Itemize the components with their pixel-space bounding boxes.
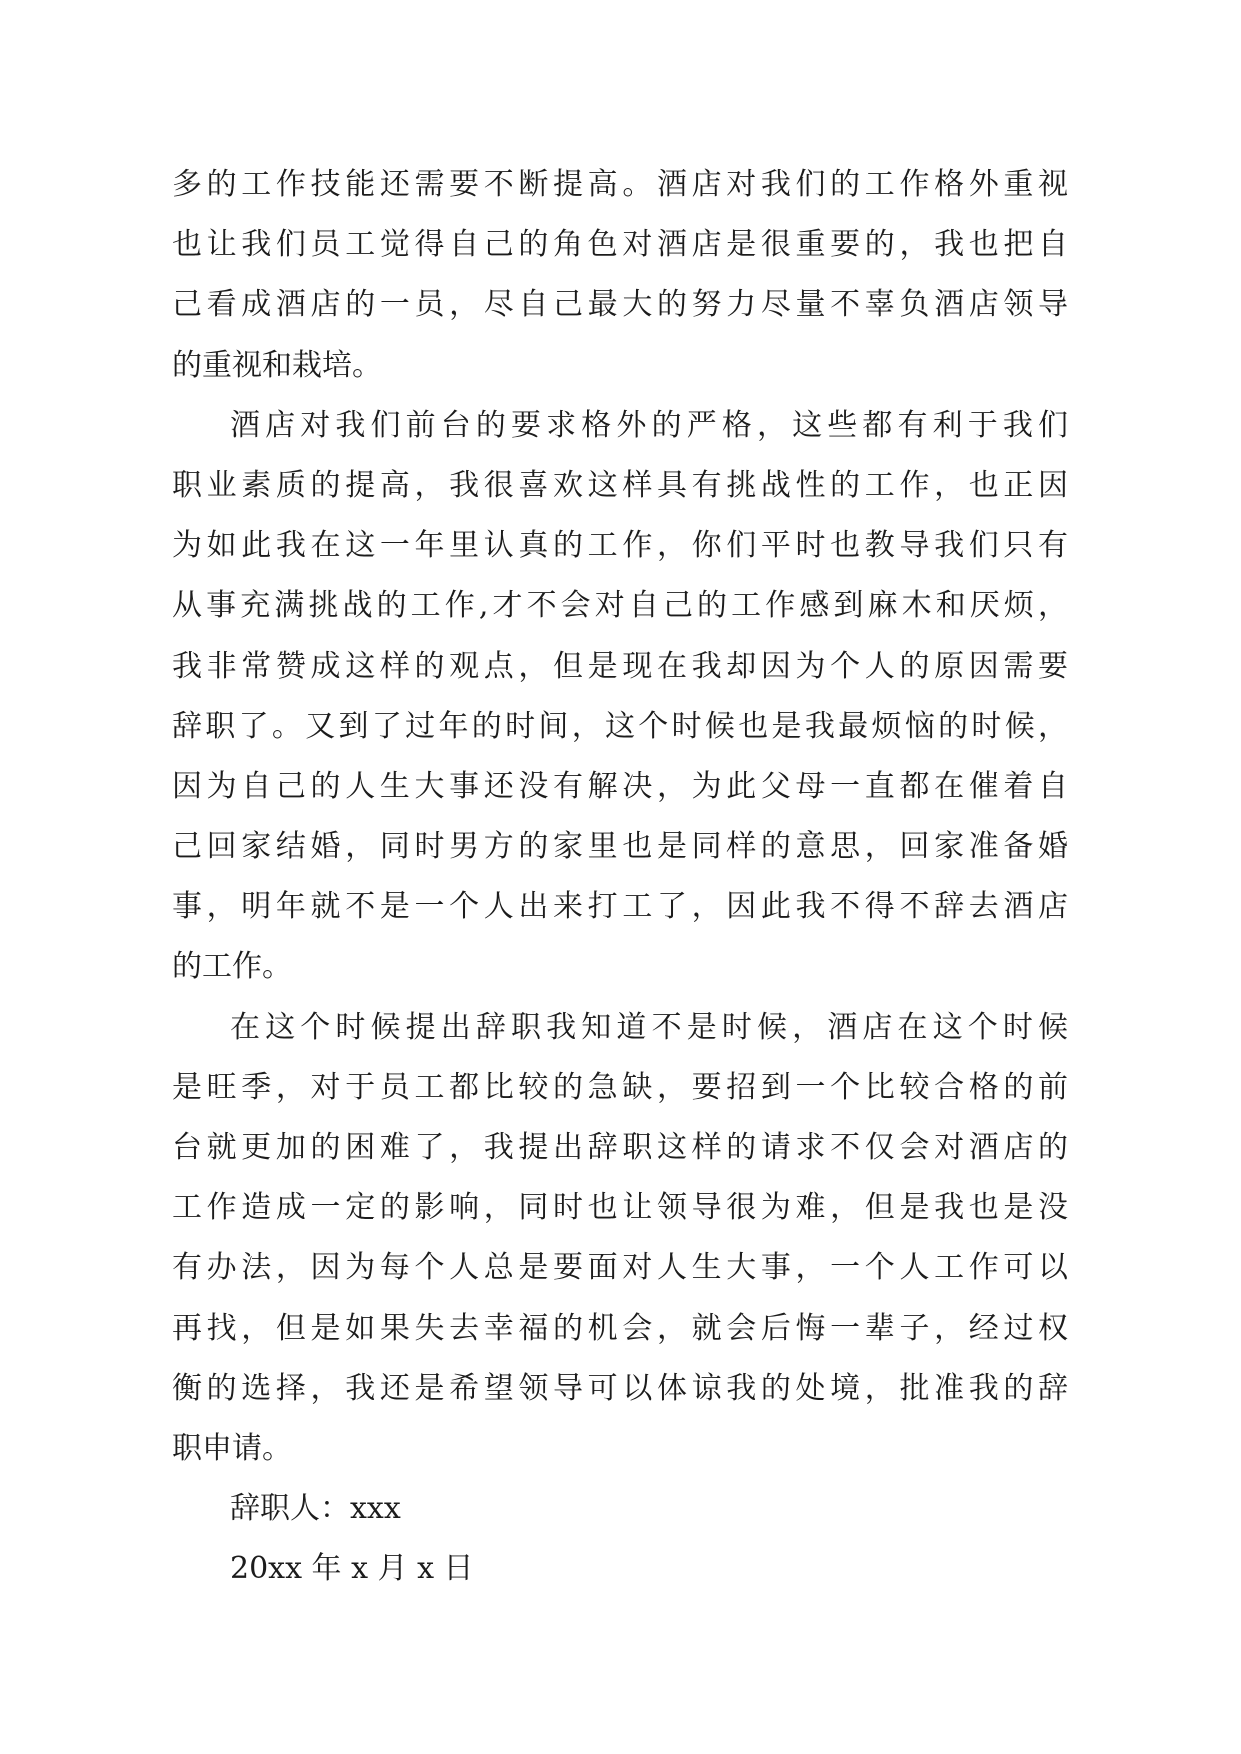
text-line: 己看成酒店的一员，尽自己最大的努力尽量不辜负酒店领导 <box>172 287 1068 323</box>
resigner-name: 辞职人：xxx <box>230 1491 401 1527</box>
text-line: 因为自己的人生大事还没有解决，为此父母一直都在催着自 <box>172 768 1068 804</box>
text-line: 为如此我在这一年里认真的工作，你们平时也教导我们只有 <box>172 528 1068 564</box>
text-line: 有办法，因为每个人总是要面对人生大事，一个人工作可以 <box>172 1250 1068 1286</box>
text-line: 也让我们员工觉得自己的角色对酒店是很重要的，我也把自 <box>172 227 1068 263</box>
text-line: 职业素质的提高，我很喜欢这样具有挑战性的工作，也正因 <box>172 467 1068 503</box>
text-line: 工作造成一定的影响，同时也让领导很为难，但是我也是没 <box>172 1190 1068 1226</box>
text-line: 的重视和栽培。 <box>172 347 382 383</box>
paragraph <box>172 155 1068 396</box>
paragraph <box>172 396 1068 998</box>
text-line: 再找，但是如果失去幸福的机会，就会后悔一辈子，经过权 <box>172 1310 1068 1346</box>
letter-body <box>172 155 1068 1600</box>
text-line: 从事充满挑战的工作,才不会对自己的工作感到麻木和厌烦， <box>172 588 1068 624</box>
text-line: 在这个时候提出辞职我知道不是时候，酒店在这个时候 <box>230 1009 1068 1045</box>
paragraph <box>172 998 1068 1480</box>
text-line: 多的工作技能还需要不断提高。酒店对我们的工作格外重视 <box>172 167 1068 202</box>
text-line: 是旺季，对于员工都比较的急缺，要招到一个比较合格的前 <box>172 1069 1068 1105</box>
text-line: 职申请。 <box>172 1430 292 1466</box>
text-line: 我非常赞成这样的观点，但是现在我却因为个人的原因需要 <box>172 648 1068 684</box>
text-line: 酒店对我们前台的要求格外的严格，这些都有利于我们 <box>230 407 1068 443</box>
text-line: 辞职了。又到了过年的时间，这个时候也是我最烦恼的时候， <box>172 708 1068 744</box>
text-line: 事，明年就不是一个人出来打工了，因此我不得不辞去酒店 <box>172 889 1068 925</box>
signature-block <box>172 1479 1068 1599</box>
text-line: 的工作。 <box>172 949 292 985</box>
text-line: 衡的选择，我还是希望领导可以体谅我的处境，批准我的辞 <box>172 1370 1068 1406</box>
text-line: 台就更加的困难了，我提出辞职这样的请求不仅会对酒店的 <box>172 1130 1068 1165</box>
text-line: 己回家结婚，同时男方的家里也是同样的意思，回家准备婚 <box>172 829 1068 865</box>
signature-date: 20xx 年 x 月 x 日 <box>230 1551 474 1587</box>
